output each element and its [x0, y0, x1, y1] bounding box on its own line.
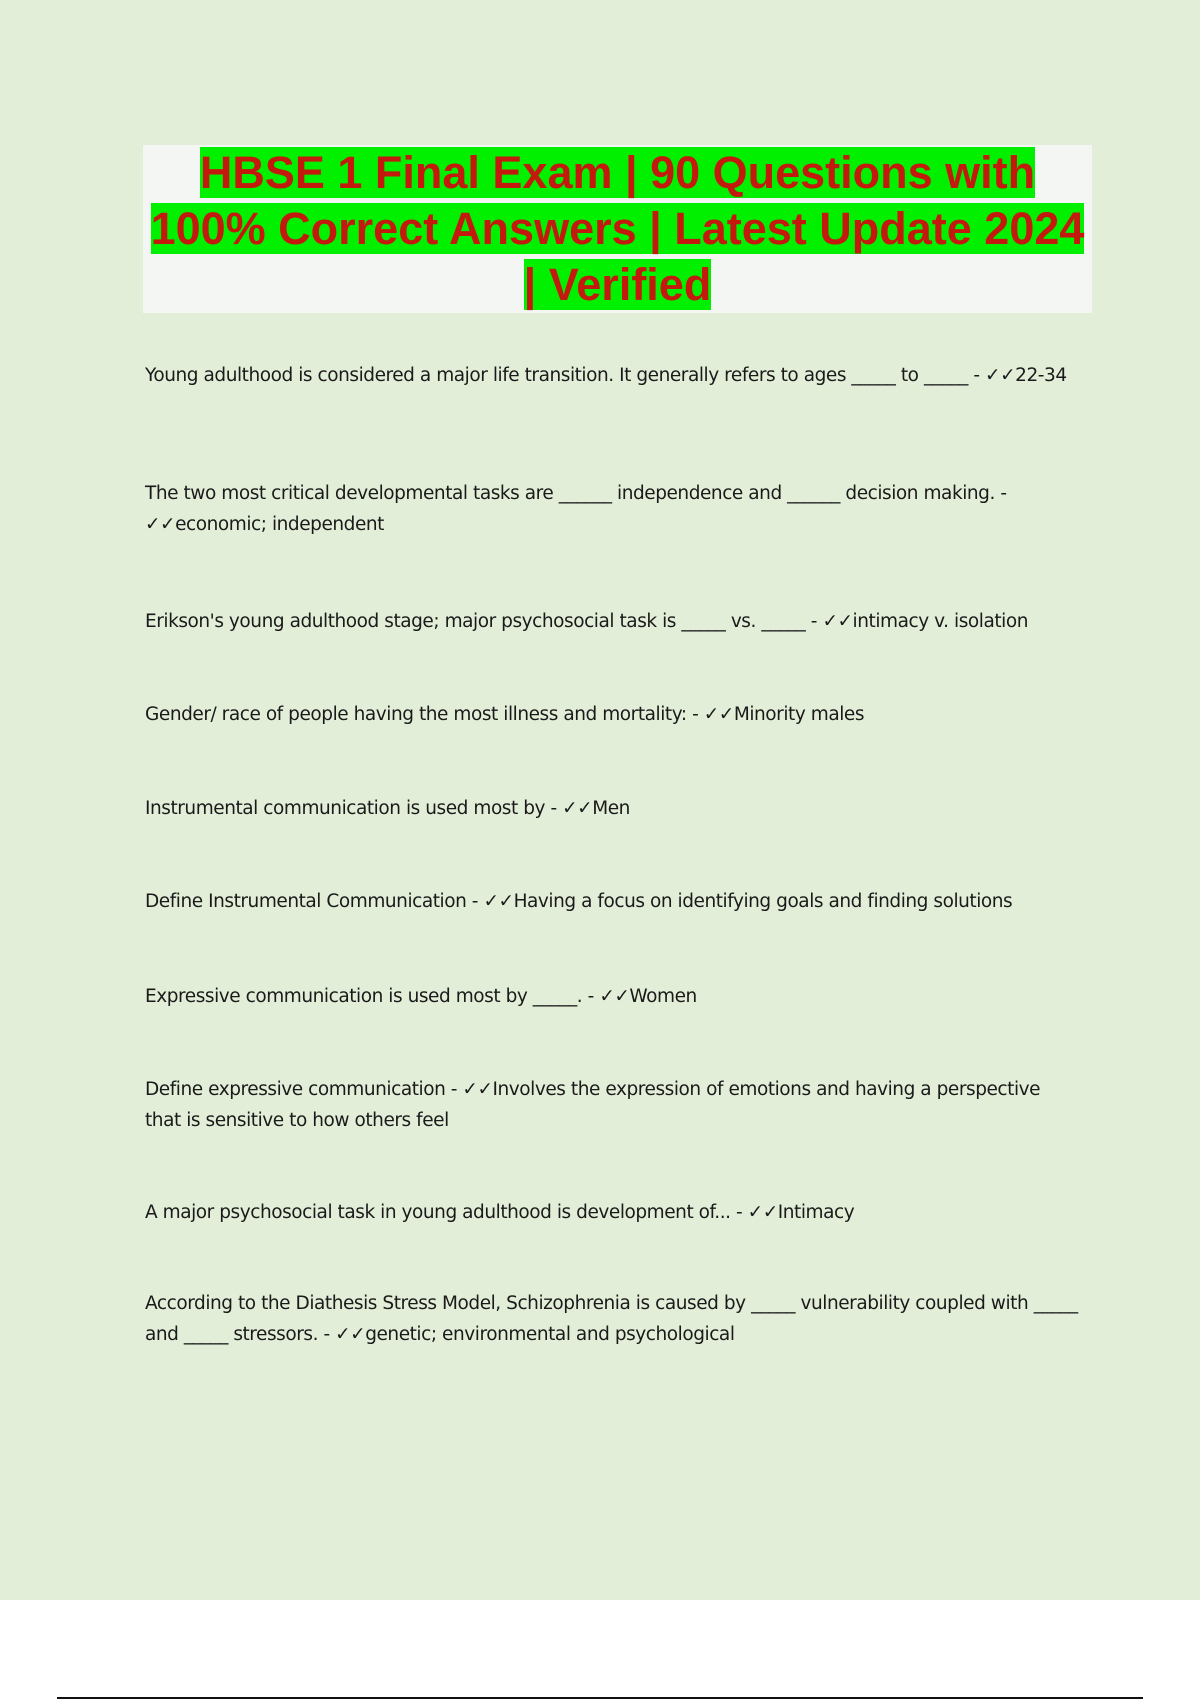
qa-item-2: The two most critical developmental tasks are ______ independence and ______ decision making. - ✓✓economic; independent [145, 483, 1007, 535]
footer-rule [57, 1697, 1143, 1699]
qa-item-5: Instrumental communication is used most by - ✓✓Men [145, 798, 630, 819]
title-banner [143, 145, 1092, 313]
qa-item-3: Erikson's young adulthood stage; major psychosocial task is _____ vs. _____ - ✓✓intimacy v. isolation [145, 611, 1029, 632]
qa-item-6: Define Instrumental Communication - ✓✓Having a focus on identifying goals and finding solutions [145, 891, 1013, 912]
qa-item-8: Define expressive communication - ✓✓Involves the expression of emotions and having a perspective that is sensitive to how others feel [145, 1079, 1041, 1131]
title-highlight: HBSE 1 Final Exam | 90 Questions with 100% Correct Answers | Latest Update 2024 | Verified [150, 147, 1085, 310]
qa-item-7: Expressive communication is used most by _____. - ✓✓Women [145, 986, 697, 1007]
document-title [143, 145, 1092, 313]
qa-item-10: According to the Diathesis Stress Model, Schizophrenia is caused by _____ vulnerability coupled with _____ and _____ stressors. - ✓✓genetic; environmental and psychological [145, 1293, 1078, 1345]
qa-item-1: Young adulthood is considered a major life transition. It generally refers to ages _____ to _____ - ✓✓22-34 [145, 365, 1067, 386]
qa-item-4: Gender/ race of people having the most illness and mortality: - ✓✓Minority males [145, 704, 865, 725]
qa-item-9: A major psychosocial task in young adulthood is development of... - ✓✓Intimacy [145, 1202, 855, 1223]
